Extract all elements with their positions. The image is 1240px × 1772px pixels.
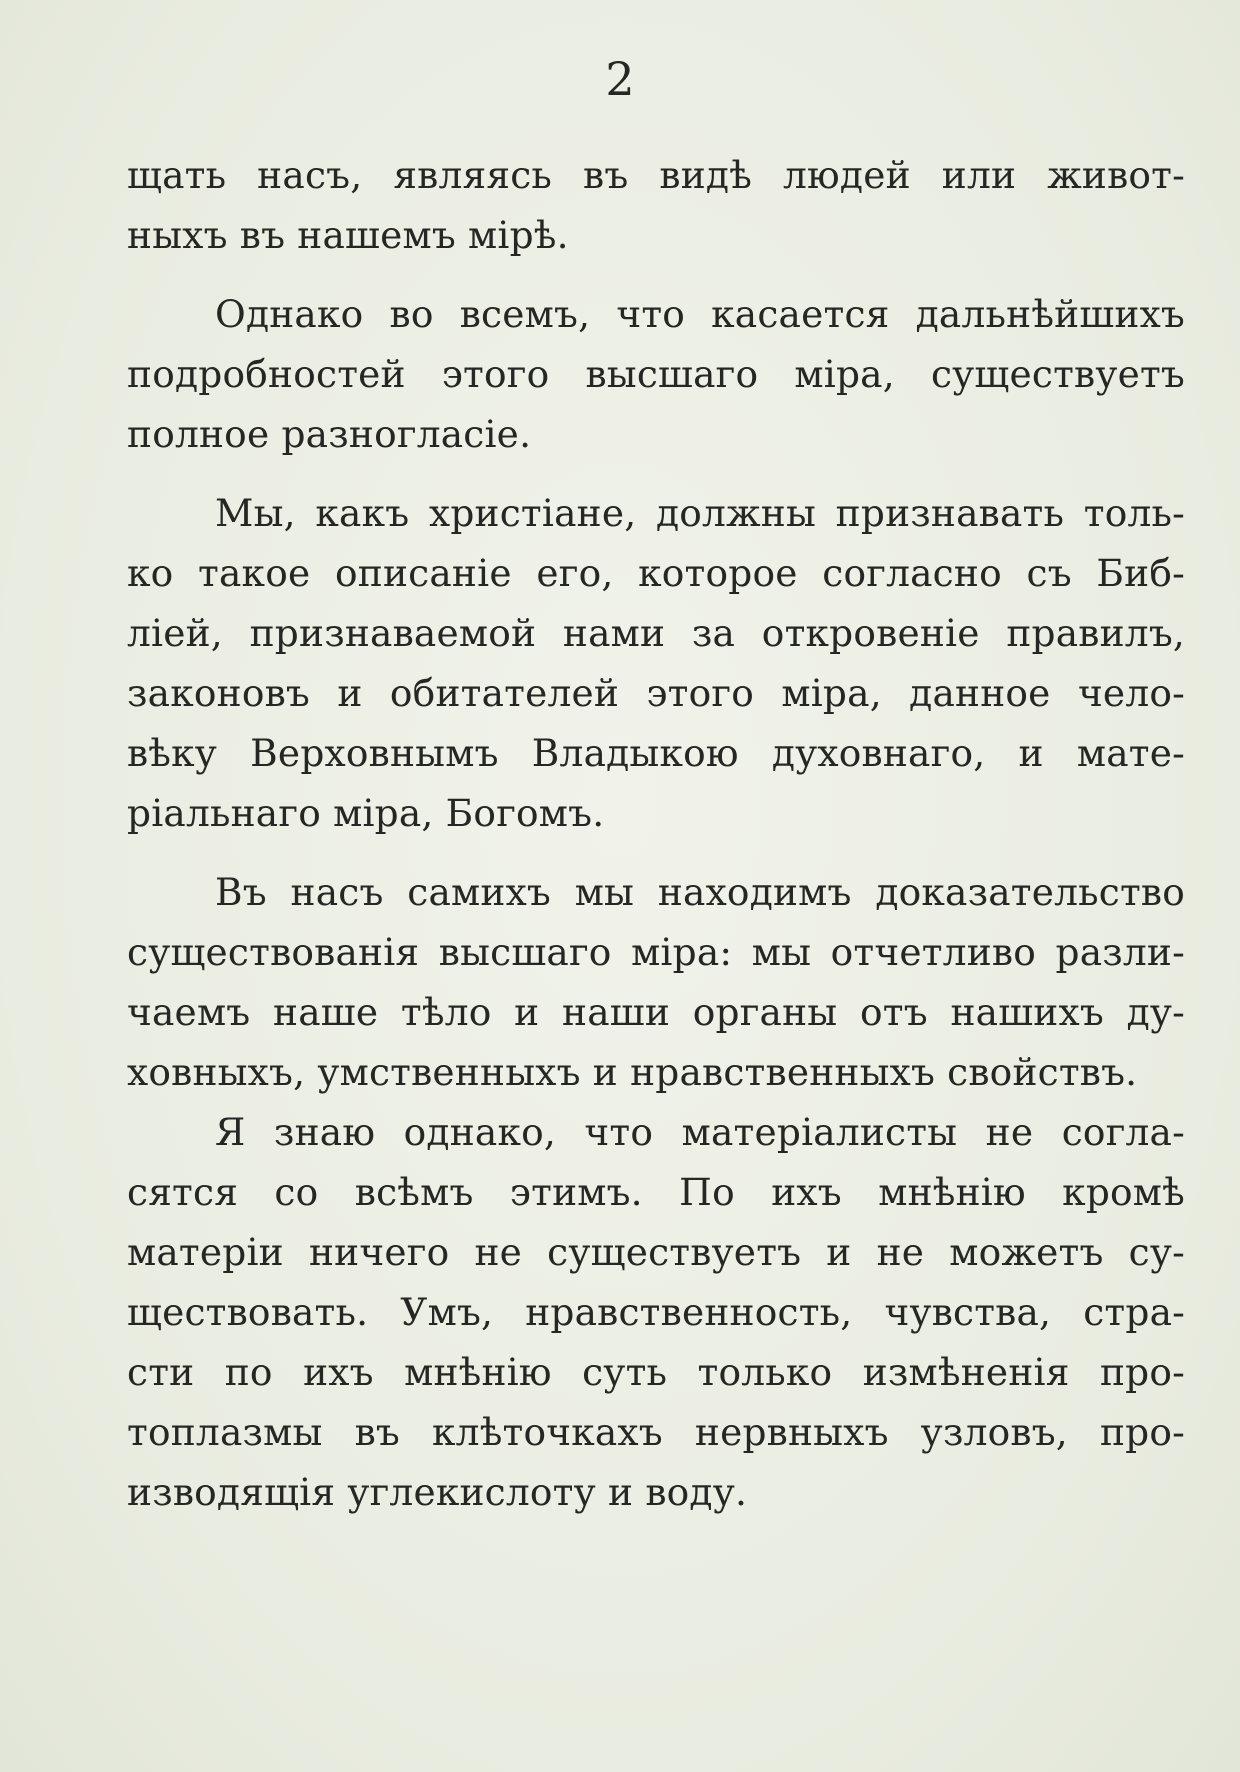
text-line: вѣку Верховнымъ Владыкою духовнаго, и мате-: [127, 731, 1185, 775]
text-line: законовъ и обитателей этого міра, данное чело-: [127, 671, 1185, 715]
text-line: сти по ихъ мнѣнію суть только измѣненія про-: [127, 1350, 1185, 1394]
text-line: топлазмы въ клѣточкахъ нервныхъ узловъ, про-: [127, 1410, 1185, 1454]
text-line: Однако во всемъ, что касается дальнѣйшихъ: [215, 292, 1185, 336]
text-line: полное разногласіе.: [127, 412, 532, 456]
text-line: Мы, какъ христіане, должны признавать толь-: [215, 491, 1185, 535]
paragraph-2: [127, 284, 1185, 464]
text-line: Я знаю однако, что матеріалисты не согла-: [215, 1110, 1185, 1154]
text-line: чаемъ наше тѣло и наши органы отъ нашихъ ду-: [127, 990, 1185, 1034]
text-line: ществовать. Умъ, нравственность, чувства, стра-: [127, 1290, 1185, 1334]
text-line: ныхъ въ нашемъ мірѣ.: [127, 213, 569, 257]
text-line: изводящія углекислоту и воду.: [127, 1470, 748, 1514]
paragraph-1: [127, 145, 1185, 265]
paragraph-4: [127, 862, 1185, 1102]
paragraph-3: [127, 483, 1185, 843]
body-text: [127, 145, 1185, 1522]
text-line: ко такое описаніе его, которое согласно съ Биб-: [127, 551, 1185, 595]
text-line: существованія высшаго міра: мы отчетливо разли-: [127, 930, 1185, 974]
text-line: сятся со всѣмъ этимъ. По ихъ мнѣнію кромѣ: [127, 1170, 1185, 1214]
text-line: ріальнаго міра, Богомъ.: [127, 791, 605, 835]
text-line: щать насъ, являясь въ видѣ людей или живот-: [127, 153, 1185, 197]
paragraph-5: [127, 1102, 1185, 1522]
page-number: 2: [605, 52, 635, 106]
text-line: ліей, признаваемой нами за откровеніе правилъ,: [127, 611, 1185, 655]
text-line: Въ насъ самихъ мы находимъ доказательство: [215, 870, 1185, 914]
text-line: подробностей этого высшаго міра, существуетъ: [127, 352, 1185, 396]
text-line: ховныхъ, умственныхъ и нравственныхъ свойствъ.: [127, 1050, 1138, 1094]
text-line: матеріи ничего не существуетъ и не можетъ су-: [127, 1230, 1185, 1274]
